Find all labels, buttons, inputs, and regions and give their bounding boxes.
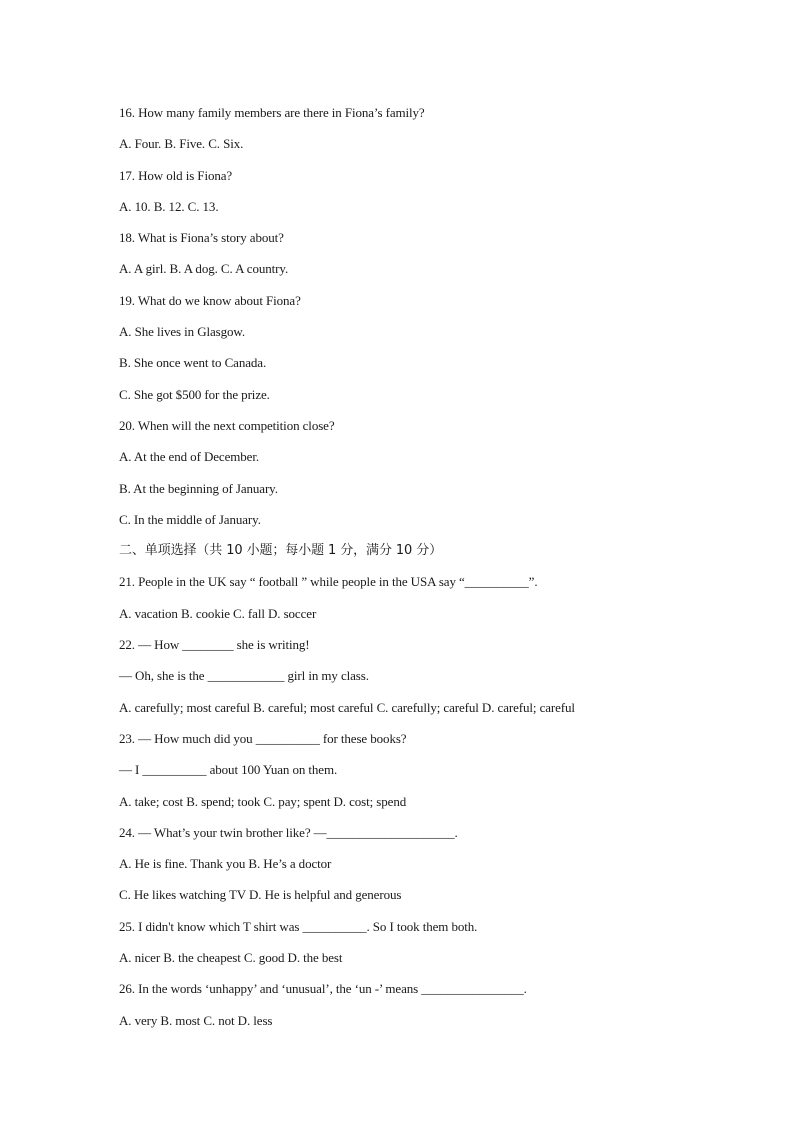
options-25: A. nicer B. the cheapest C. good D. the best: [119, 950, 343, 966]
option-20-b: B. At the beginning of January.: [119, 480, 278, 496]
question-23-reply: — I __________ about 100 Yuan on them.: [119, 762, 338, 778]
question-19: 19. What do we know about Fiona?: [119, 292, 301, 308]
question-22: 22. — How ________ she is writing!: [119, 637, 310, 653]
question-21: 21. People in the UK say “ football ” while people in the USA say “__________”.: [119, 574, 538, 590]
question-16: 16. How many family members are there in Fiona’s family?: [119, 105, 425, 120]
option-19-b: B. She once went to Canada.: [119, 355, 267, 371]
option-19-a: A. She lives in Glasgow.: [119, 324, 246, 340]
options-17: A. 10. B. 12. C. 13.: [119, 198, 219, 214]
question-18: 18. What is Fiona’s story about?: [119, 230, 284, 246]
option-20-c: C. In the middle of January.: [119, 511, 261, 527]
options-16: A. Four. B. Five. C. Six.: [119, 136, 244, 152]
options-24-cd: C. He likes watching TV D. He is helpful and generous: [119, 887, 402, 903]
question-25: 25. I didn't know which T shirt was __________. So I took them both.: [119, 918, 478, 934]
options-21: A. vacation B. cookie C. fall D. soccer: [119, 605, 317, 621]
question-24: 24. — What’s your twin brother like? —____________________.: [119, 824, 458, 840]
exam-page: [119, 103, 679, 1042]
question-17: 17. How old is Fiona?: [119, 167, 233, 183]
question-20: 20. When will the next competition close?: [119, 417, 335, 433]
option-20-a: A. At the end of December.: [119, 449, 259, 465]
question-23: 23. — How much did you __________ for these books?: [119, 730, 407, 746]
question-26: 26. In the words ‘unhappy’ and ‘unusual’, the ‘un -’ means ________________.: [119, 981, 527, 997]
section-heading: 二、单项选择（共 10 小题；每小题 1 分，满分 10 分）: [119, 543, 443, 559]
options-18: A. A girl. B. A dog. C. A country.: [119, 261, 289, 277]
option-19-c: C. She got $500 for the prize.: [119, 386, 270, 402]
question-22-reply: — Oh, she is the ____________ girl in my class.: [119, 668, 369, 684]
options-23: A. take; cost B. spend; took C. pay; spent D. cost; spend: [119, 793, 407, 809]
options-22: A. carefully; most careful B. careful; most careful C. carefully; careful D. careful; careful: [119, 699, 575, 715]
options-26: A. very B. most C. not D. less: [119, 1012, 273, 1028]
options-24-ab: A. He is fine. Thank you B. He’s a doctor: [119, 856, 332, 872]
